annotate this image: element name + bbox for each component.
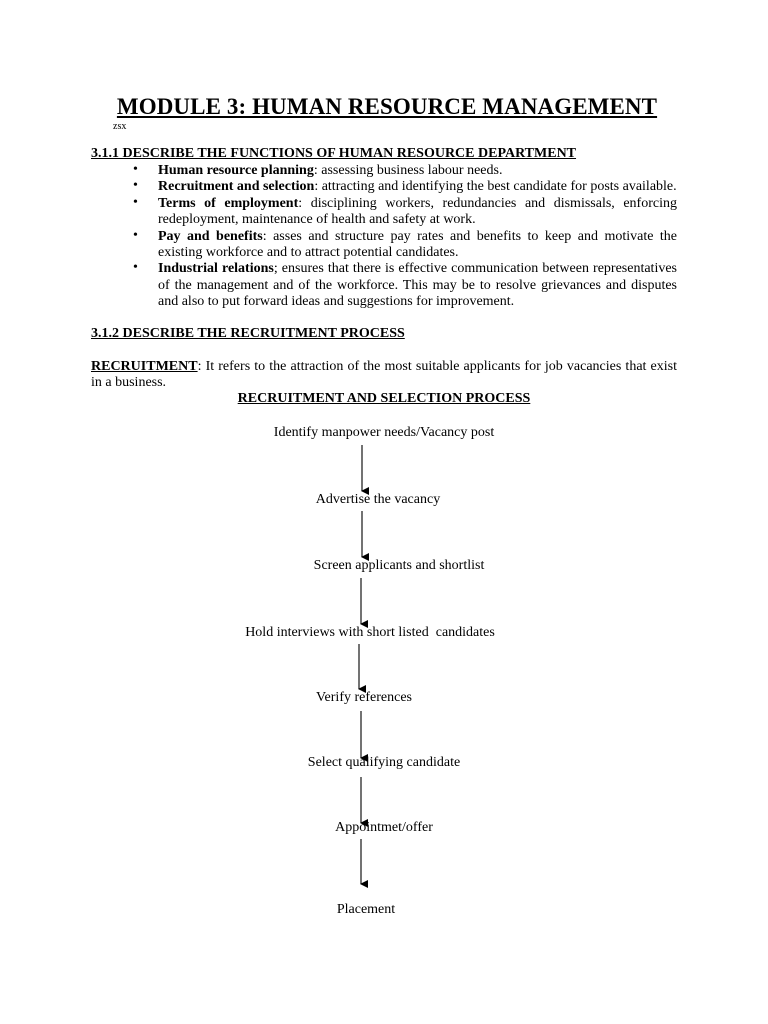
flow-step-select: Select qualifying candidate xyxy=(307,755,461,770)
flowchart-title: RECRUITMENT AND SELECTION PROCESS xyxy=(237,391,531,406)
list-item: • Recruitment and selection: attracting and identifying the best candidate for posts available. xyxy=(133,178,677,195)
page-title: MODULE 3: HUMAN RESOURCE MANAGEMENT xyxy=(116,94,658,119)
bullet-icon: • xyxy=(133,260,138,276)
list-item: • Human resource planning: assessing business labour needs. xyxy=(133,162,503,178)
bullet-icon: • xyxy=(133,227,138,243)
flow-step-offer: Appointmet/offer xyxy=(335,820,433,835)
bullet-icon: • xyxy=(133,162,138,177)
list-item: • Pay and benefits: asses and structure pay rates and benefits to keep and motivate the existing workforce and to attract potential candidates. xyxy=(133,227,677,261)
section-2-heading: 3.1.2 DESCRIBE THE RECRUITMENT PROCESS xyxy=(91,326,405,341)
flow-step-verify: Verify references xyxy=(316,690,412,705)
bullet-icon: • xyxy=(133,178,138,194)
functions-list xyxy=(133,162,677,311)
flow-step-identify-needs: Identify manpower needs/Vacancy post xyxy=(273,425,495,440)
flow-step-advertise: Advertise the vacancy xyxy=(315,492,441,507)
recruitment-definition: RECRUITMENT: It refers to the attraction of the most suitable applicants for job vacancies that exist in a business. xyxy=(91,359,677,391)
list-item: • Terms of employment: disciplining workers, redundancies and dismissals, enforcing redeployment, maintenance of health and safety at work. xyxy=(133,194,677,228)
bullet-icon: • xyxy=(133,194,138,210)
flow-step-placement: Placement xyxy=(336,902,396,917)
flow-step-screen: Screen applicants and shortlist xyxy=(313,558,485,573)
list-item: • Industrial relations; ensures that there is effective communication between representatives of the management and of the workforce. This may be to resolve grievances and disputes and also to put forward ideas and suggestions for improvement. xyxy=(133,260,677,310)
flow-step-interviews: Hold interviews with short listed candidates xyxy=(245,625,495,640)
small-note: zsx xyxy=(113,121,127,132)
section-1-heading: 3.1.1 DESCRIBE THE FUNCTIONS OF HUMAN RESOURCE DEPARTMENT xyxy=(91,146,577,161)
